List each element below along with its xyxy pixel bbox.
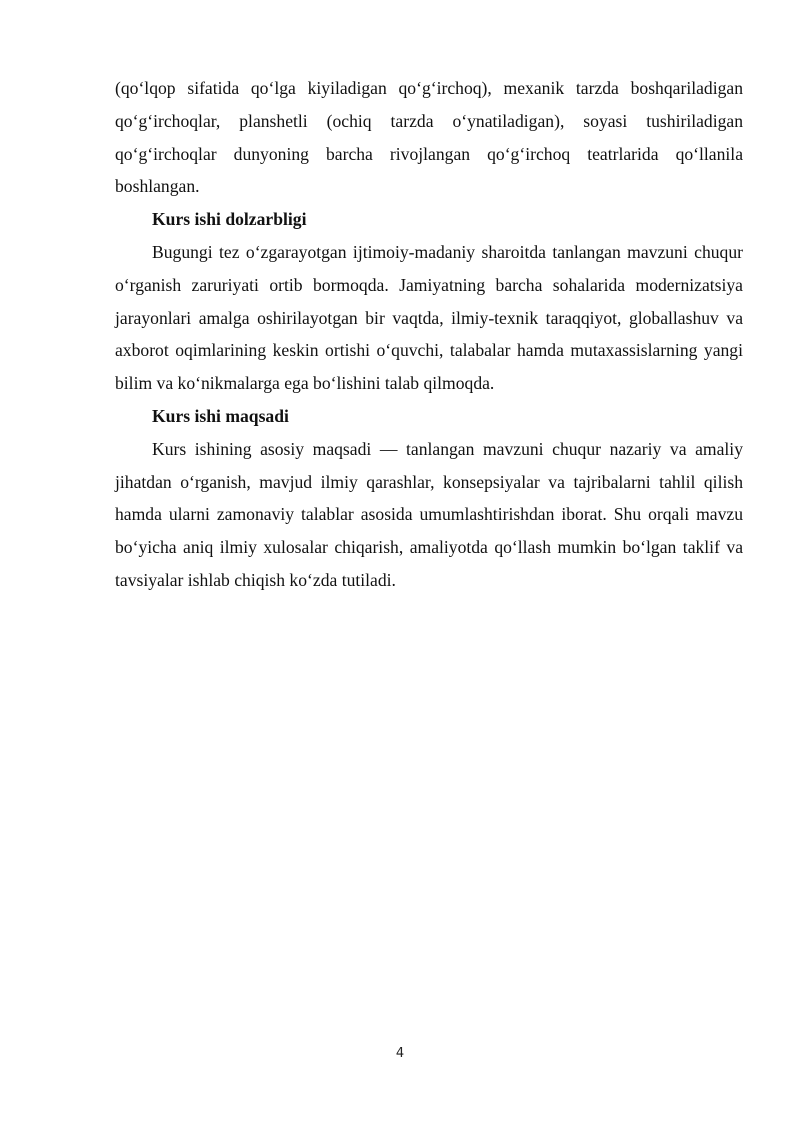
goal-heading: Kurs ishi maqsadi bbox=[152, 405, 289, 426]
continued-paragraph: (qo‘lqop sifatida qo‘lga kiyiladigan qo‘g‘irchoq), mexanik tarzda boshqariladigan qo‘g‘irchoqlar, planshetli (ochiq tarzda o‘ynatiladigan), soyasi tushiriladigan qo‘g‘irchoqlar dunyoning barcha rivojlangan qo‘g‘irchoq teatrlarida qo‘llanila boshlangan. bbox=[115, 78, 743, 197]
page-number: 4 bbox=[395, 1046, 405, 1061]
relevance-paragraph: Bugungi tez o‘zgarayotgan ijtimoiy-madaniy sharoitda tanlangan mavzuni chuqur o‘rganish zaruriyati ortib bormoqda. Jamiyatning barcha sohalarida modernizatsiya jarayonlari amalga oshirilayotgan bir vaqtda, ilmiy-texnik taraqqiyot, globallashuv va axborot oqimlarining keskin ortishi o‘quvchi, talabalar hamda mutaxassislarning yangi bilim va ko‘nikmalarga ega bo‘lishini talab qilmoqda. bbox=[115, 241, 743, 394]
goal-paragraph: Kurs ishining asosiy maqsadi — tanlangan mavzuni chuqur nazariy va amaliy jihatdan o‘rganish, mavjud ilmiy qarashlar, konsepsiyalar va tajribalarni tahlil qilish hamda ularni zamonaviy talablar asosida umumlashtirishdan iborat. Shu orqali mavzu bo‘yicha aniq ilmiy xulosalar chiqarish, amaliyotda qo‘llash mumkin bo‘lgan taklif va tavsiyalar ishlab chiqish ko‘zda tutiladi. bbox=[115, 438, 743, 590]
page-body bbox=[115, 72, 743, 597]
relevance-heading: Kurs ishi dolzarbligi bbox=[152, 209, 307, 230]
